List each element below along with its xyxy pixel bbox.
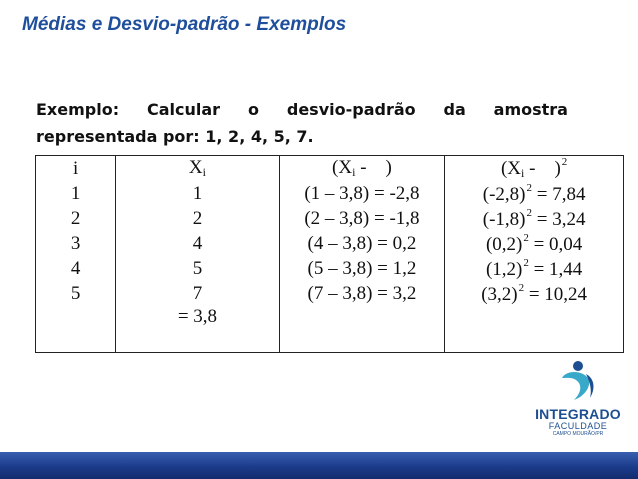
cell-i: 3 — [36, 231, 116, 256]
slide-title: Médias e Desvio-padrão - Exemplos — [22, 14, 347, 35]
sq-exponent: 2 — [523, 231, 529, 244]
sq-exponent: 2 — [526, 181, 532, 194]
header-sq-exponent: 2 — [561, 156, 568, 168]
logo-name: INTEGRADO — [535, 406, 621, 422]
cell-x: 5 — [116, 256, 279, 281]
cell-i: 2 — [36, 206, 116, 231]
example-statement — [36, 96, 568, 150]
sq-base: (-2,8) — [482, 183, 526, 205]
cell-empty — [279, 306, 445, 353]
sq-exponent: 2 — [526, 206, 532, 219]
cell-x: 7 — [116, 281, 279, 306]
header-deviation — [279, 156, 445, 182]
std-dev-table — [35, 155, 624, 353]
cell-deviation: (4 – 3,8) = 0,2 — [279, 231, 445, 256]
sq-value: = 3,24 — [532, 208, 586, 230]
header-xi — [116, 156, 279, 182]
sq-exponent: 2 — [523, 256, 529, 269]
header-dev-close: - ) — [355, 157, 392, 178]
cell-deviation: (5 – 3,8) = 1,2 — [279, 256, 445, 281]
sq-value: = 1,44 — [528, 258, 583, 280]
cell-squared — [445, 281, 624, 306]
example-word: Exemplo: — [36, 100, 120, 119]
cell-squared — [445, 231, 624, 256]
example-word: Calcular — [147, 100, 221, 119]
cell-deviation: (2 – 3,8) = -1,8 — [279, 206, 445, 231]
sq-exponent: 2 — [518, 281, 525, 294]
example-word: desvio-padrão — [286, 100, 416, 119]
logo-subtitle: FACULDADE — [548, 421, 608, 431]
header-i: i — [36, 156, 116, 182]
header-sq-close: - ) — [524, 158, 561, 179]
table-row — [36, 181, 624, 206]
table-row — [36, 206, 624, 231]
cell-squared — [445, 181, 624, 206]
header-dev-subscript: i — [352, 165, 356, 179]
cell-deviation: (1 – 3,8) = -2,8 — [279, 181, 445, 206]
sq-value: = 0,04 — [528, 233, 583, 255]
sq-value: = 10,24 — [524, 283, 588, 305]
cell-squared — [445, 206, 624, 231]
sq-base: (0,2) — [485, 233, 523, 255]
cell-mean: = 3,8 — [116, 306, 279, 353]
integrado-logo — [528, 358, 628, 448]
cell-i: 5 — [36, 281, 116, 306]
example-line-2: representada por: 1, 2, 4, 5, 7. — [36, 127, 314, 146]
cell-i: 1 — [36, 181, 116, 206]
cell-deviation: (7 – 3,8) = 3,2 — [279, 281, 445, 306]
sq-value: = 7,84 — [532, 183, 586, 205]
example-word: o — [247, 100, 259, 119]
cell-x: 1 — [116, 181, 279, 206]
cell-x: 4 — [116, 231, 279, 256]
table-row — [36, 256, 624, 281]
table-row-mean — [36, 306, 624, 353]
sq-base: (1,2) — [485, 258, 523, 280]
table-header-row — [36, 156, 624, 182]
example-word: amostra — [493, 100, 568, 119]
example-line-1 — [36, 96, 568, 123]
sq-base: (-1,8) — [482, 208, 526, 230]
table-row — [36, 231, 624, 256]
cell-squared — [445, 256, 624, 281]
cell-x: 2 — [116, 206, 279, 231]
cell-i: 4 — [36, 256, 116, 281]
integrado-swirl-logo-icon — [556, 358, 600, 404]
logo-city: CAMPO MOURÃO/PR — [552, 431, 604, 437]
header-x: X — [188, 157, 203, 178]
header-sq-open: (X — [500, 158, 522, 179]
header-squared-deviation — [445, 156, 624, 182]
sq-base: (3,2) — [481, 283, 518, 305]
cell-empty — [36, 306, 116, 353]
header-x-subscript: i — [202, 165, 206, 179]
example-word: da — [443, 100, 466, 119]
table-row — [36, 281, 624, 306]
header-sq-subscript: i — [521, 166, 525, 180]
footer-bar — [0, 452, 638, 479]
cell-empty — [445, 306, 624, 353]
header-dev-open: (X — [332, 157, 353, 178]
